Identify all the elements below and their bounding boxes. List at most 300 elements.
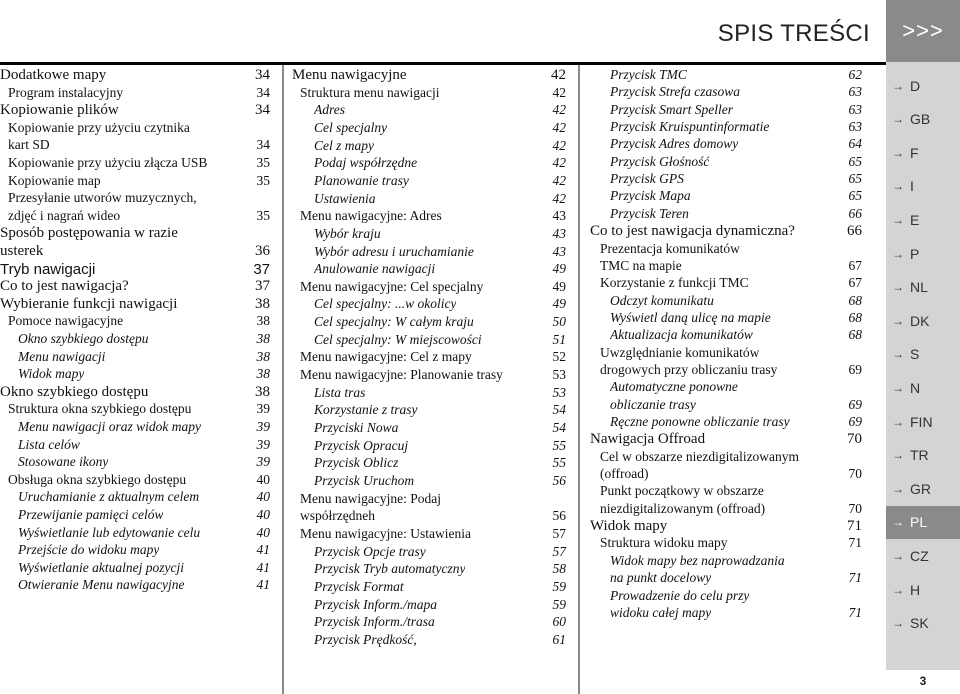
- toc-entry[interactable]: [292, 561, 566, 577]
- toc-entry[interactable]: [0, 366, 270, 382]
- toc-entry-title: Anulowanie nawigacji: [314, 261, 436, 277]
- toc-entry-page: 56: [552, 472, 566, 488]
- toc-entry-title: Widok mapy: [18, 366, 85, 382]
- toc-entry[interactable]: [590, 84, 862, 100]
- toc-entry-page: 37: [255, 278, 270, 295]
- toc-entry-title: Planowanie trasy: [314, 172, 409, 188]
- toc-entry-title: Odczyt komunikatu: [610, 292, 714, 308]
- toc-entry-title: Struktura menu nawigacji: [300, 84, 440, 100]
- toc-entry[interactable]: [590, 258, 862, 274]
- toc-entry-title: Wyświetlanie lub edytowanie celu: [18, 524, 201, 540]
- toc-entry[interactable]: [292, 155, 566, 171]
- header-divider: [0, 62, 886, 65]
- toc-entry-page: 42: [551, 67, 566, 83]
- toc-entry-title: Menu nawigacji oraz widok mapy: [18, 419, 201, 434]
- toc-entry[interactable]: [0, 137, 270, 153]
- toc-entry[interactable]: [590, 102, 862, 118]
- toc-entry[interactable]: [0, 261, 270, 278]
- toc-entry[interactable]: [292, 120, 566, 136]
- toc-entry[interactable]: [292, 349, 566, 365]
- toc-entry[interactable]: [0, 525, 270, 541]
- language-tab-gb[interactable]: [886, 103, 960, 136]
- toc-entry-title: Menu nawigacyjne: Adres: [300, 208, 442, 224]
- language-code: TR: [910, 447, 929, 464]
- language-tab-h[interactable]: [886, 573, 960, 606]
- toc-entry-page: 34: [255, 67, 270, 83]
- next-section-tab[interactable]: >>>: [886, 0, 960, 62]
- toc-entry-page: 43: [552, 243, 566, 259]
- toc-entry-title: Struktura okna szybkiego dostępu: [8, 401, 192, 417]
- toc-entry-title: Otwieranie Menu nawigacyjne: [18, 577, 185, 593]
- toc-entry-title: Przycisk Opracuj: [314, 437, 409, 453]
- toc-entry-title: Wybór kraju: [314, 225, 381, 241]
- arrow-right-icon: →: [892, 280, 904, 295]
- toc-entry-page: 41: [256, 577, 270, 593]
- toc-entry[interactable]: [292, 296, 566, 312]
- toc-entry-page: 40: [256, 489, 270, 505]
- toc-entry-page: 42: [552, 190, 566, 206]
- toc-entry-title: Kopiowanie map: [8, 172, 101, 188]
- language-tab-dk[interactable]: [886, 304, 960, 337]
- toc-entry-page: 68: [848, 292, 862, 308]
- toc-entry-title: Automatyczne ponowne: [610, 379, 738, 395]
- language-code: GB: [910, 111, 931, 128]
- toc-entry-title: Kopiowanie przy użyciu złącza USB: [8, 155, 208, 170]
- toc-entry-page: 35: [256, 155, 270, 170]
- language-code: E: [910, 211, 920, 228]
- toc-entry[interactable]: [0, 454, 270, 470]
- toc-entry[interactable]: [292, 208, 566, 224]
- language-code: P: [910, 245, 920, 262]
- toc-entry-page: 43: [552, 225, 566, 241]
- toc-entry-title: Pomoce nawigacyjne: [8, 313, 124, 329]
- toc-entry-title: Menu nawigacyjne: Ustawienia: [300, 525, 471, 541]
- toc-entry-page: 60: [552, 614, 566, 630]
- toc-entry-title: Podaj współrzędne: [314, 155, 418, 171]
- toc-entry[interactable]: [590, 136, 862, 152]
- toc-entry[interactable]: [590, 345, 862, 361]
- toc-entry-page: 66: [847, 223, 862, 240]
- language-tab-p[interactable]: [886, 237, 960, 270]
- toc-entry-title: Obsługa okna szybkiego dostępu: [8, 471, 187, 487]
- arrow-right-icon: →: [892, 548, 904, 563]
- toc-entry-title: Cel specjalny: W całym kraju: [314, 314, 474, 330]
- toc-entry-title: Menu nawigacyjne: Podaj: [300, 490, 441, 506]
- toc-entry[interactable]: [0, 243, 270, 260]
- toc-entry-page: 69: [848, 414, 862, 429]
- toc-entry-title: Menu nawigacyjne: Planowanie trasy: [300, 367, 503, 383]
- toc-entry[interactable]: [0, 542, 270, 558]
- toc-entry-page: 63: [848, 101, 862, 117]
- toc-entry[interactable]: [0, 120, 270, 136]
- toc-entry-title: usterek: [0, 243, 44, 259]
- toc-entry-title: Przycisk Inform./trasa: [314, 614, 435, 630]
- toc-entry-title: Widok mapy: [590, 518, 668, 535]
- arrow-right-icon: →: [892, 414, 904, 429]
- toc-entry-page: 34: [256, 84, 270, 100]
- toc-entry-page: 49: [552, 296, 566, 312]
- language-tab-sk[interactable]: [886, 607, 960, 640]
- toc-entry-page: 52: [552, 349, 566, 365]
- toc-entry[interactable]: [292, 491, 566, 507]
- toc-entry-title: Menu nawigacyjne: [292, 67, 407, 83]
- toc-entry-page: 39: [256, 401, 270, 417]
- toc-entry-page: 65: [848, 171, 862, 187]
- toc-entry[interactable]: [292, 173, 566, 189]
- arrow-right-icon: →: [892, 347, 904, 362]
- toc-entry-page: 70: [847, 431, 862, 448]
- toc-entry-title: Ręczne ponowne obliczanie trasy: [610, 414, 790, 429]
- toc-entry-title: Przycisk TMC: [610, 67, 687, 82]
- toc-entry[interactable]: [0, 102, 270, 119]
- toc-entry-title: niezdigitalizowanym (offroad): [600, 500, 766, 516]
- toc-entry-title: TMC na mapie: [600, 257, 682, 273]
- language-tab-n[interactable]: [886, 371, 960, 404]
- toc-entry[interactable]: [590, 327, 862, 343]
- toc-entry-title: współrzędneh: [300, 508, 375, 524]
- toc-entry-title: Kopiowanie plików: [0, 102, 119, 119]
- toc-entry[interactable]: [0, 489, 270, 505]
- toc-entry[interactable]: [590, 119, 862, 135]
- toc-entry[interactable]: [590, 275, 862, 291]
- toc-entry-page: 39: [256, 436, 270, 452]
- toc-entry-title: Przycisk Mapa: [610, 188, 691, 204]
- toc-entry[interactable]: [590, 414, 862, 430]
- toc-entry-title: Cel specjalny: [314, 119, 388, 135]
- toc-entry[interactable]: [590, 588, 862, 604]
- toc-entry-page: 65: [848, 188, 862, 204]
- language-tab-i[interactable]: [886, 170, 960, 203]
- toc-entry[interactable]: [292, 385, 566, 401]
- toc-entry-title: Cel specjalny: W miejscowości: [314, 331, 482, 347]
- toc-entry-title: Dodatkowe mapy: [0, 67, 107, 83]
- toc-entry[interactable]: [590, 518, 862, 535]
- toc-entry-title: Korzystanie z funkcji TMC: [600, 275, 749, 291]
- toc-entry-page: 64: [848, 136, 862, 152]
- language-tab-d[interactable]: [886, 69, 960, 102]
- toc-entry[interactable]: [590, 379, 862, 395]
- language-code: F: [910, 144, 919, 161]
- toc-entry-title: Adres: [314, 102, 345, 118]
- toc-entry-title: Prezentacja komunikatów: [600, 240, 740, 256]
- toc-entry[interactable]: [0, 208, 270, 224]
- toc-entry-title: Przycisk Opcje trasy: [314, 543, 426, 559]
- arrow-right-icon: →: [892, 448, 904, 463]
- toc-entry[interactable]: [0, 401, 270, 417]
- toc-entry[interactable]: [0, 313, 270, 329]
- toc-entry-title: Przycisk Format: [314, 578, 404, 594]
- toc-entry-page: 67: [848, 275, 862, 291]
- toc-entry-title: Stosowane ikony: [18, 454, 109, 470]
- toc-entry[interactable]: [590, 397, 862, 413]
- toc-entry[interactable]: [590, 67, 862, 83]
- toc-entry-title: Widok mapy bez naprowadzania: [610, 552, 785, 568]
- toc-entry-title: Przycisk Oblicz: [314, 455, 399, 471]
- toc-entry-page: 34: [256, 137, 270, 153]
- language-tab-f[interactable]: [886, 136, 960, 169]
- toc-entry-page: 49: [552, 278, 566, 294]
- toc-entry-title: Wyświetl daną ulicę na mapie: [610, 309, 771, 325]
- toc-entry[interactable]: [292, 438, 566, 454]
- language-tab-gr[interactable]: [886, 472, 960, 505]
- toc-entry-page: 42: [552, 137, 566, 153]
- toc-entry[interactable]: [0, 173, 270, 189]
- arrow-right-icon: →: [892, 380, 904, 395]
- toc-entry-page: 36: [255, 243, 270, 259]
- language-code: DK: [910, 312, 930, 329]
- toc-entry-title: Przyciski Nowa: [314, 420, 399, 435]
- toc-entry-page: 71: [848, 570, 862, 586]
- language-tab-pl[interactable]: [886, 506, 960, 539]
- page-title: SPIS TREŚCI: [717, 20, 870, 47]
- toc-entry[interactable]: [590, 154, 862, 170]
- toc-entry[interactable]: [590, 449, 862, 465]
- toc-entry[interactable]: [292, 332, 566, 348]
- language-code: GR: [910, 480, 931, 497]
- language-code: SK: [910, 615, 929, 632]
- toc-entry[interactable]: [0, 278, 270, 295]
- toc-entry-page: 54: [552, 420, 566, 435]
- toc-entry-page: 71: [848, 604, 862, 620]
- toc-entry-title: Korzystanie z trasy: [314, 402, 418, 418]
- toc-entry[interactable]: [590, 431, 862, 448]
- toc-entry-title: Przycisk Tryb automatyczny: [314, 561, 466, 577]
- toc-entry[interactable]: [292, 102, 566, 118]
- arrow-right-icon: →: [892, 179, 904, 194]
- toc-entry-page: 43: [552, 208, 566, 224]
- toc-entry-page: 42: [552, 102, 566, 118]
- toc-entry[interactable]: [590, 188, 862, 204]
- toc-entry[interactable]: [0, 155, 270, 171]
- toc-entry-title: na punkt docelowy: [610, 570, 712, 586]
- toc-entry[interactable]: [590, 310, 862, 326]
- toc-entry[interactable]: [0, 225, 270, 242]
- toc-entry-title: kart SD: [8, 137, 50, 153]
- language-tab-s[interactable]: [886, 338, 960, 371]
- toc-entry-page: 40: [256, 524, 270, 540]
- toc-entry[interactable]: [292, 614, 566, 630]
- toc-entry[interactable]: [292, 473, 566, 489]
- toc-entry[interactable]: [0, 472, 270, 488]
- language-code: NL: [910, 279, 928, 296]
- toc-entry-title: Aktualizacja komunikatów: [610, 327, 753, 343]
- toc-entry-page: 58: [552, 561, 566, 577]
- toc-entry-title: Cel w obszarze niezdigitalizowanym: [600, 448, 800, 464]
- toc-entry-page: 62: [848, 67, 862, 82]
- toc-entry-title: Przejście do widoku mapy: [18, 542, 160, 558]
- toc-entry-page: 63: [848, 84, 862, 100]
- toc-entry-page: 39: [256, 419, 270, 434]
- toc-entry[interactable]: [292, 526, 566, 542]
- toc-entry-page: 67: [848, 257, 862, 273]
- toc-entry-page: 40: [256, 507, 270, 522]
- toc-entry-title: Menu nawigacji: [18, 348, 106, 364]
- toc-entry[interactable]: [292, 279, 566, 295]
- toc-entry-page: 55: [552, 455, 566, 471]
- toc-entry[interactable]: [590, 483, 862, 499]
- toc-entry[interactable]: [292, 191, 566, 207]
- language-tab-e[interactable]: [886, 203, 960, 236]
- toc-entry[interactable]: [0, 437, 270, 453]
- toc-entry-title: Ustawienia: [314, 190, 376, 206]
- arrow-right-icon: →: [892, 515, 904, 530]
- toc-entry[interactable]: [590, 206, 862, 222]
- toc-entry-title: Cel specjalny: ...w okolicy: [314, 296, 457, 312]
- language-code: FIN: [910, 413, 933, 430]
- toc-entry[interactable]: [292, 367, 566, 383]
- arrow-right-icon: →: [892, 145, 904, 160]
- toc-entry-title: Co to jest nawigacja dynamiczna?: [590, 223, 795, 240]
- toc-entry-page: 49: [552, 261, 566, 277]
- language-tab-fin[interactable]: [886, 405, 960, 438]
- toc-entry[interactable]: [590, 223, 862, 240]
- toc-entry[interactable]: [0, 85, 270, 101]
- toc-entry[interactable]: [292, 314, 566, 330]
- toc-entry-page: 35: [256, 207, 270, 223]
- toc-entry-page: 42: [552, 84, 566, 100]
- toc-entry[interactable]: [292, 632, 566, 648]
- toc-entry-page: 57: [552, 543, 566, 559]
- toc-entry-title: zdjęć i nagrań wideo: [8, 207, 121, 223]
- toc-entry-title: Sposób postępowania w razie: [0, 225, 178, 242]
- toc-entry-title: Punkt początkowy w obszarze: [600, 483, 764, 499]
- toc-entry-title: Przycisk Smart Speller: [610, 101, 733, 117]
- toc-entry[interactable]: [590, 241, 862, 257]
- toc-entry[interactable]: [590, 535, 862, 551]
- toc-entry-page: 38: [255, 295, 270, 312]
- arrow-right-icon: →: [892, 212, 904, 227]
- toc-entry-title: Cel z mapy: [314, 137, 374, 153]
- toc-entry[interactable]: [0, 560, 270, 576]
- toc-entry-page: 63: [848, 119, 862, 135]
- toc-entry-title: Przycisk Kruispuntinformatie: [610, 119, 770, 135]
- language-code: CZ: [910, 547, 929, 564]
- toc-entry[interactable]: [292, 455, 566, 471]
- toc-entry[interactable]: [590, 466, 862, 482]
- toc-entry-title: Przycisk Adres domowy: [610, 136, 739, 152]
- language-tab-cz[interactable]: [886, 539, 960, 572]
- toc-entry[interactable]: [0, 419, 270, 435]
- toc-entry-title: Przycisk Inform./mapa: [314, 596, 437, 612]
- toc-entry-page: 59: [552, 578, 566, 594]
- language-tab-nl[interactable]: [886, 271, 960, 304]
- toc-entry[interactable]: [590, 171, 862, 187]
- toc-entry-page: 61: [552, 631, 566, 647]
- toc-entry-page: 65: [848, 153, 862, 169]
- toc-entry-title: Nawigacja Offroad: [590, 431, 706, 448]
- arrow-right-icon: →: [892, 481, 904, 496]
- toc-entry[interactable]: [292, 138, 566, 154]
- toc-entry[interactable]: [292, 67, 566, 84]
- toc-entry-page: 71: [848, 535, 862, 551]
- toc-entry-page: 55: [552, 437, 566, 453]
- toc-entry[interactable]: [0, 296, 270, 313]
- toc-entry[interactable]: [292, 261, 566, 277]
- toc-entry-title: Przycisk GPS: [610, 171, 684, 187]
- toc-entry-page: 59: [552, 596, 566, 612]
- toc-entry-page: 35: [256, 172, 270, 188]
- toc-entry-title: Lista celów: [18, 436, 80, 452]
- toc-entry-page: 57: [552, 525, 566, 541]
- toc-entry-page: 39: [256, 454, 270, 470]
- toc-entry-title: Lista tras: [314, 384, 366, 400]
- toc-entry-title: Wyświetlanie aktualnej pozycji: [18, 559, 184, 575]
- toc-entry-title: Przycisk Strefa czasowa: [610, 84, 740, 100]
- language-code: S: [910, 346, 920, 363]
- toc-entry-title: Uwzględnianie komunikatów: [600, 344, 760, 360]
- toc-entry[interactable]: [292, 420, 566, 436]
- toc-entry[interactable]: [292, 402, 566, 418]
- column-divider: [282, 65, 284, 694]
- toc-entry-title: Okno szybkiego dostępu: [18, 331, 149, 346]
- toc-entry[interactable]: [590, 501, 862, 517]
- toc-entry[interactable]: [590, 605, 862, 621]
- toc-entry[interactable]: [292, 579, 566, 595]
- toc-entry[interactable]: [292, 85, 566, 101]
- toc-entry[interactable]: [590, 570, 862, 586]
- toc-entry[interactable]: [292, 226, 566, 242]
- arrow-right-icon: →: [892, 616, 904, 631]
- toc-entry[interactable]: [0, 67, 270, 84]
- toc-entry[interactable]: [292, 597, 566, 613]
- toc-entry-title: Przycisk Głośność: [610, 153, 710, 169]
- toc-entry-page: 50: [552, 314, 566, 330]
- toc-entry-page: 71: [847, 518, 862, 535]
- toc-entry[interactable]: [292, 244, 566, 260]
- toc-entry-title: Menu nawigacyjne: Cel z mapy: [300, 349, 472, 365]
- language-code: N: [910, 379, 921, 396]
- toc-entry-title: drogowych przy obliczaniu trasy: [600, 361, 778, 377]
- toc-entry-page: 54: [552, 402, 566, 418]
- language-code: H: [910, 581, 921, 598]
- toc-entry[interactable]: [292, 508, 566, 524]
- toc-entry-title: (offroad): [600, 466, 649, 482]
- toc-entry-page: 41: [256, 559, 270, 575]
- toc-entry-title: widoku całej mapy: [610, 604, 712, 620]
- toc-entry-page: 38: [256, 366, 270, 382]
- toc-entry-page: 51: [552, 331, 566, 347]
- toc-entry-page: 38: [256, 348, 270, 364]
- toc-entry[interactable]: [0, 190, 270, 206]
- toc-entry-page: 69: [848, 396, 862, 412]
- toc-entry[interactable]: [590, 362, 862, 378]
- toc-entry[interactable]: [0, 384, 270, 401]
- toc-entry[interactable]: [590, 293, 862, 309]
- toc-entry-title: Przycisk Uruchom: [314, 472, 415, 488]
- toc-entry-title: Przesyłanie utworów muzycznych,: [8, 190, 197, 206]
- toc-entry[interactable]: [0, 507, 270, 523]
- toc-entry[interactable]: [0, 331, 270, 347]
- toc-entry[interactable]: [0, 349, 270, 365]
- toc-entry[interactable]: [0, 577, 270, 593]
- language-tab-tr[interactable]: [886, 439, 960, 472]
- toc-entry-page: 69: [848, 361, 862, 377]
- arrow-right-icon: →: [892, 78, 904, 93]
- column-divider: [578, 65, 580, 694]
- toc-entry[interactable]: [292, 544, 566, 560]
- arrow-right-icon: →: [892, 582, 904, 597]
- toc-entry-title: Struktura widoku mapy: [600, 535, 728, 551]
- arrow-right-icon: →: [892, 313, 904, 328]
- toc-entry[interactable]: [590, 553, 862, 569]
- toc-entry-title: obliczanie trasy: [610, 396, 696, 412]
- toc-entry-page: 37: [253, 260, 270, 278]
- toc-entry-page: 56: [552, 508, 566, 524]
- language-code: PL: [910, 514, 928, 531]
- toc-entry-page: 41: [256, 542, 270, 558]
- toc-entry-title: Wybieranie funkcji nawigacji: [0, 295, 178, 312]
- toc-entry-page: 70: [848, 500, 862, 516]
